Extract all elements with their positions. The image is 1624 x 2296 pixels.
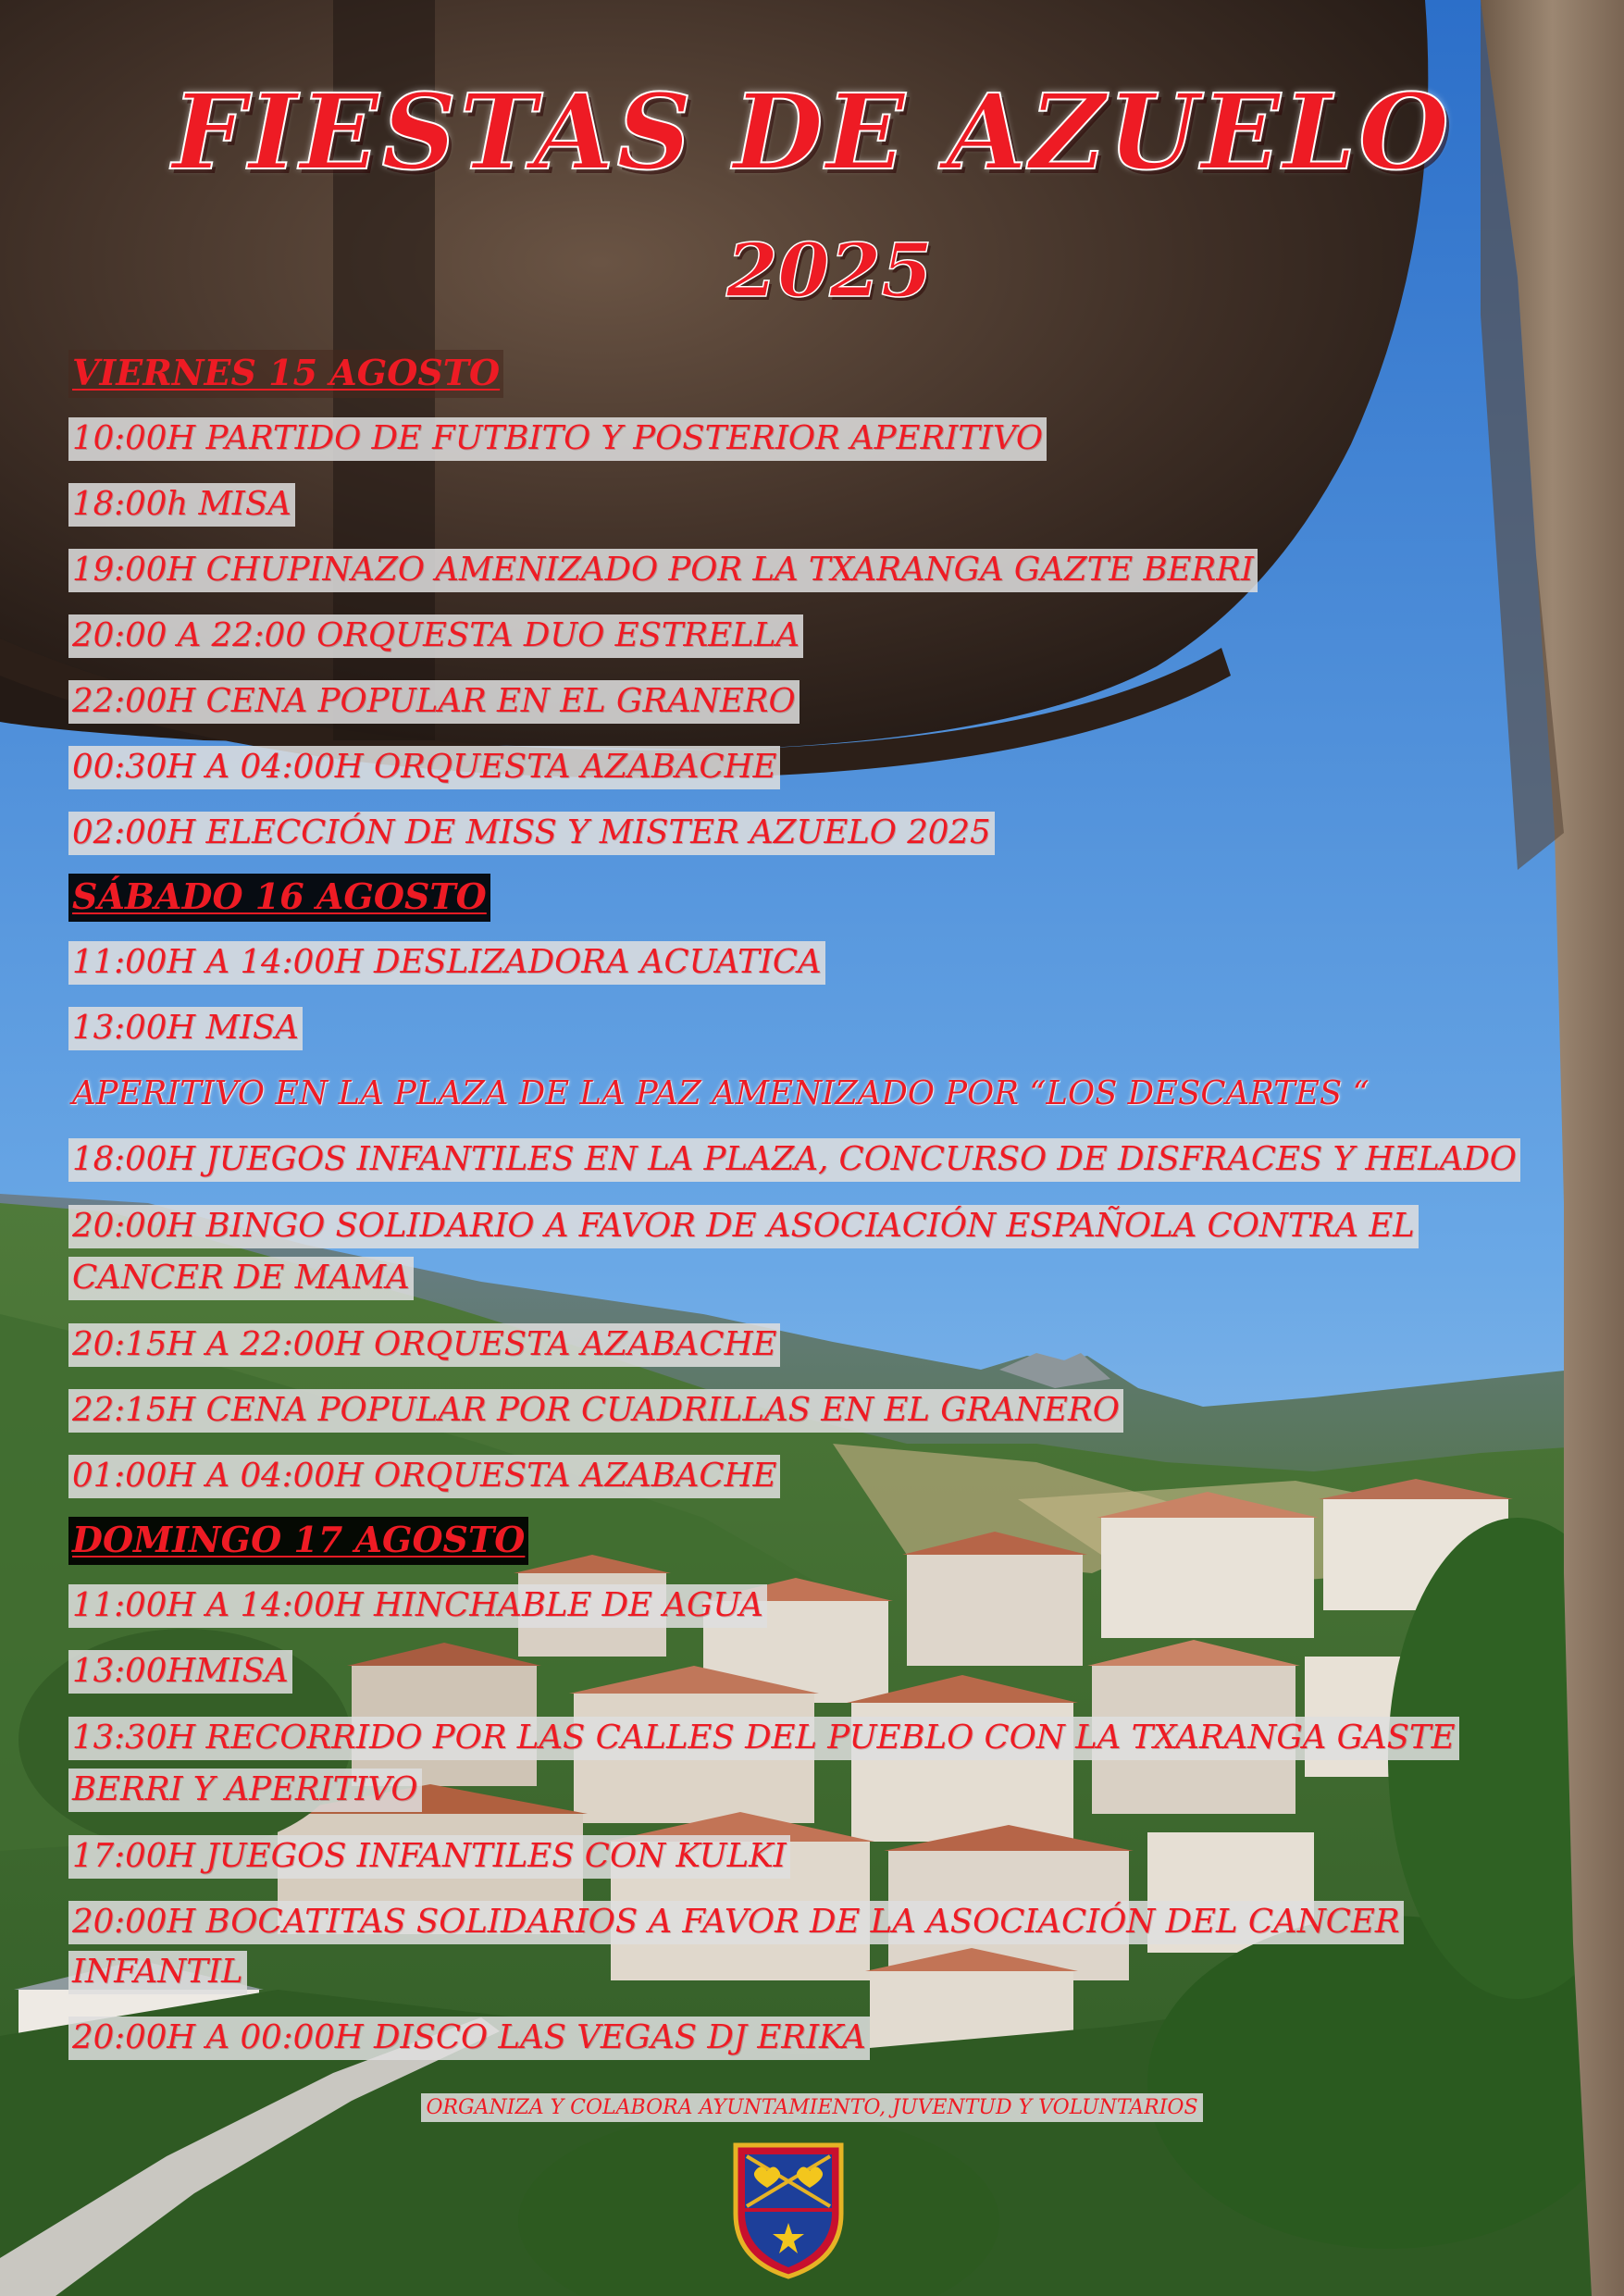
organizer-text: ORGANIZA Y COLABORA AYUNTAMIENTO, JUVENTUD Y VOLUNTARIOS <box>421 2093 1202 2122</box>
event-text: 11:00H A 14:00H DESLIZADORA ACUATICA <box>68 941 825 985</box>
day-saturday <box>68 874 1549 1501</box>
event-text: 13:00H MISA <box>68 1007 303 1050</box>
event-list <box>68 414 1549 858</box>
day-heading: VIERNES 15 AGOSTO <box>68 350 503 398</box>
event-item <box>68 1135 1549 1185</box>
event-text: 01:00H A 04:00H ORQUESTA AZABACHE <box>68 1455 780 1498</box>
event-text: 20:15H A 22:00H ORQUESTA AZABACHE <box>68 1323 780 1367</box>
event-item <box>68 808 1549 858</box>
event-text: 22:15H CENA POPULAR POR CUADRILLAS EN EL GRANERO <box>68 1389 1123 1433</box>
event-list <box>68 1581 1549 2063</box>
event-text: APERITIVO EN LA PLAZA DE LA PAZ AMENIZADO POR “LOS DESCARTES “ <box>72 1074 1370 1112</box>
event-item <box>68 1581 1549 1631</box>
event-text: 02:00H ELECCIÓN DE MISS Y MISTER AZUELO 2025 <box>68 812 995 855</box>
event-list <box>68 937 1549 1501</box>
event-item <box>68 545 1549 595</box>
event-text: 17:00H JUEGOS INFANTILES CON KULKI <box>68 1835 790 1879</box>
event-item <box>68 1451 1549 1501</box>
event-item <box>68 414 1549 464</box>
event-item <box>68 1646 1549 1696</box>
event-text: 22:00H CENA POPULAR EN EL GRANERO <box>68 680 800 724</box>
poster-title: FIESTAS DE AZUELO <box>172 72 1452 193</box>
day-friday <box>68 350 1549 858</box>
event-item <box>68 1897 1549 1997</box>
event-item <box>68 1385 1549 1435</box>
event-text: 00:30H A 04:00H ORQUESTA AZABACHE <box>68 746 780 789</box>
event-text: 19:00H CHUPINAZO AMENIZADO POR LA TXARANGA GAZTE BERRI <box>68 549 1258 592</box>
event-item <box>68 611 1549 661</box>
event-item <box>68 1069 1549 1119</box>
event-text: 20:00H BOCATITAS SOLIDARIOS A FAVOR DE LA ASOCIACIÓN DEL CANCER INFANTIL <box>68 1901 1404 1994</box>
day-heading: SÁBADO 16 AGOSTO <box>68 874 490 922</box>
coat-of-arms-icon <box>732 2141 845 2280</box>
event-item <box>68 1200 1549 1304</box>
event-item <box>68 937 1549 987</box>
event-item <box>68 1320 1549 1370</box>
event-text: 11:00H A 14:00H HINCHABLE DE AGUA <box>68 1584 767 1628</box>
event-item <box>68 479 1549 529</box>
event-text: 20:00H A 00:00H DISCO LAS VEGAS DJ ERIKA <box>68 2017 870 2060</box>
day-heading: DOMINGO 17 AGOSTO <box>68 1517 528 1565</box>
event-text: 18:00H JUEGOS INFANTILES EN LA PLAZA, CONCURSO DE DISFRACES Y HELADO <box>68 1138 1520 1182</box>
event-text: 18:00h MISA <box>68 483 295 527</box>
event-item <box>68 1831 1549 1881</box>
event-text: 20:00 A 22:00 ORQUESTA DUO ESTRELLA <box>68 614 803 658</box>
event-text: 13:00HMISA <box>68 1650 292 1694</box>
event-text: 20:00H BINGO SOLIDARIO A FAVOR DE ASOCIACIÓN ESPAÑOLA CONTRA EL CANCER DE MAMA <box>68 1205 1419 1300</box>
event-item <box>68 742 1549 792</box>
festival-program <box>68 350 1549 2079</box>
event-item <box>68 676 1549 726</box>
event-text: 13:30H RECORRIDO POR LAS CALLES DEL PUEBLO CON LA TXARANGA GASTE BERRI Y APERITIVO <box>68 1717 1459 1812</box>
event-text: 10:00H PARTIDO DE FUTBITO Y POSTERIOR APERITIVO <box>68 417 1047 461</box>
organizer-note <box>0 2093 1624 2122</box>
day-sunday <box>68 1517 1549 2063</box>
event-item <box>68 1712 1549 1816</box>
event-item <box>68 2013 1549 2063</box>
event-item <box>68 1003 1549 1053</box>
poster-year: 2025 <box>726 227 933 314</box>
